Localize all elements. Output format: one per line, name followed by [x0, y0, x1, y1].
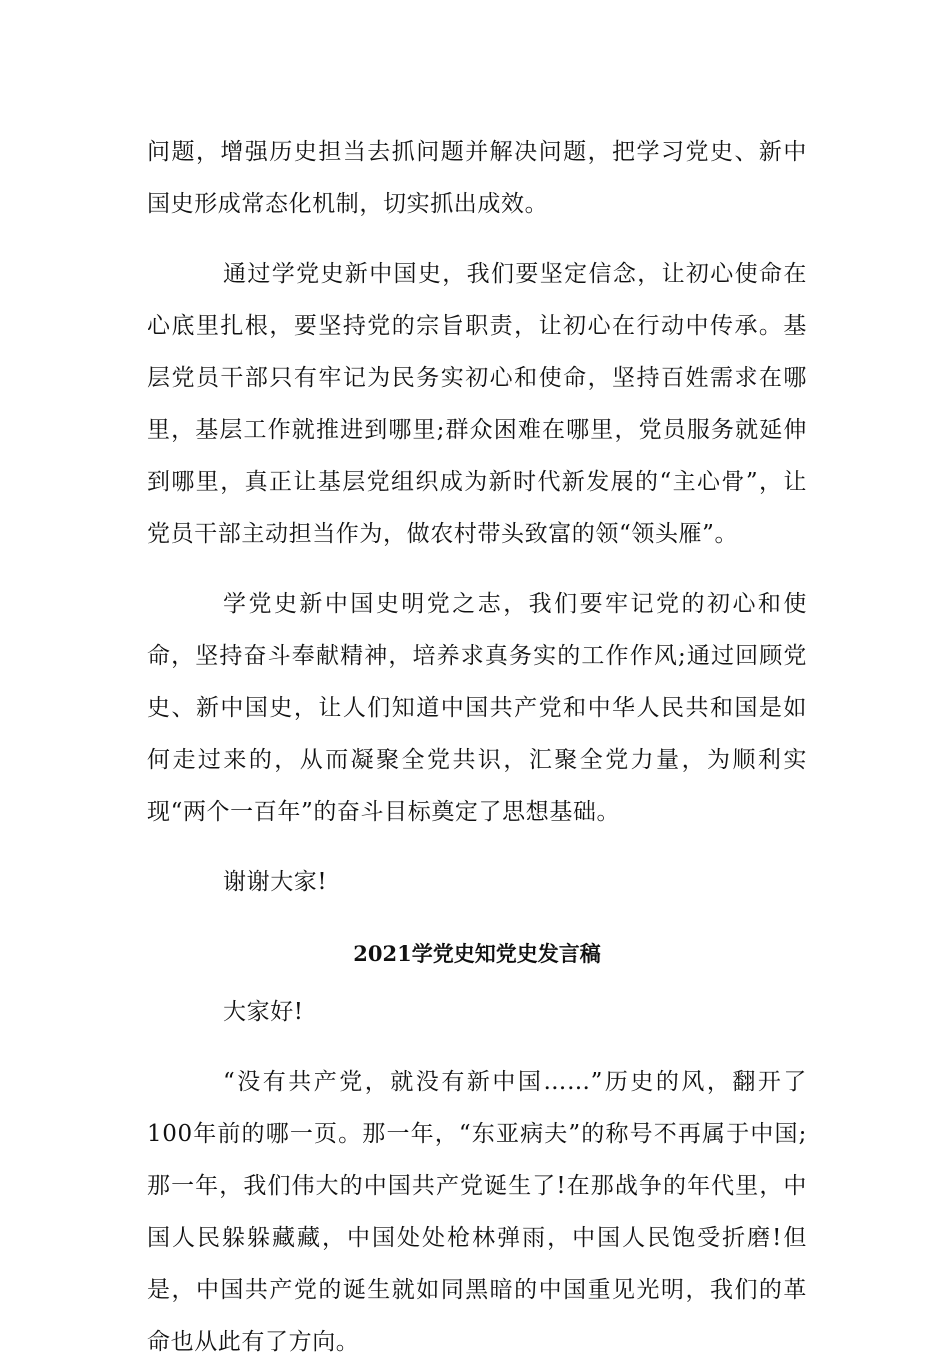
greeting: 大家好!	[223, 999, 304, 1025]
document-body	[147, 126, 807, 1368]
paragraph-faith: 通过学党史新中国史，我们要坚定信念，让初心使命在心底里扎根，要坚持党的宗旨职责，让初心在行动中传承。基层党员干部只有牢记为民务实初心和使命，坚持百姓需求在哪里，基层工作就推进到哪里;群众困难在哪里，党员服务就延伸到哪里，真正让基层党组织成为新时代新发展的“主心骨”，让党员干部主动担当作为，做农村带头致富的领“领头雁”。	[147, 261, 807, 547]
closing-thanks: 谢谢大家!	[223, 869, 328, 895]
paragraph-mission: 学党史新中国史明党之志，我们要牢记党的初心和使命，坚持奋斗奉献精神，培养求真务实的工作作风;通过回顾党史、新中国史，让人们知道中国共产党和中华人民共和国是如何走过来的，从而凝聚全党共识，汇聚全党力量，为顺利实现“两个一百年”的奋斗目标奠定了思想基础。	[147, 591, 807, 825]
paragraph-continuation: 问题，增强历史担当去抓问题并解决问题，把学习党史、新中国史形成常态化机制，切实抓出成效。	[147, 139, 807, 217]
paragraph-history: “没有共产党，就没有新中国……”历史的风，翻开了100年前的哪一页。那一年，“东亚病夫”的称号不再属于中国;那一年，我们伟大的中国共产党诞生了!在那战争的年代里，中国人民躲躲藏藏，中国处处枪林弹雨，中国人民饱受折磨!但是，中国共产党的诞生就如同黑暗的中国重见光明，我们的革命也从此有了方向。	[147, 1069, 807, 1355]
section-title: 2021学党史知党史发言稿	[353, 941, 601, 966]
